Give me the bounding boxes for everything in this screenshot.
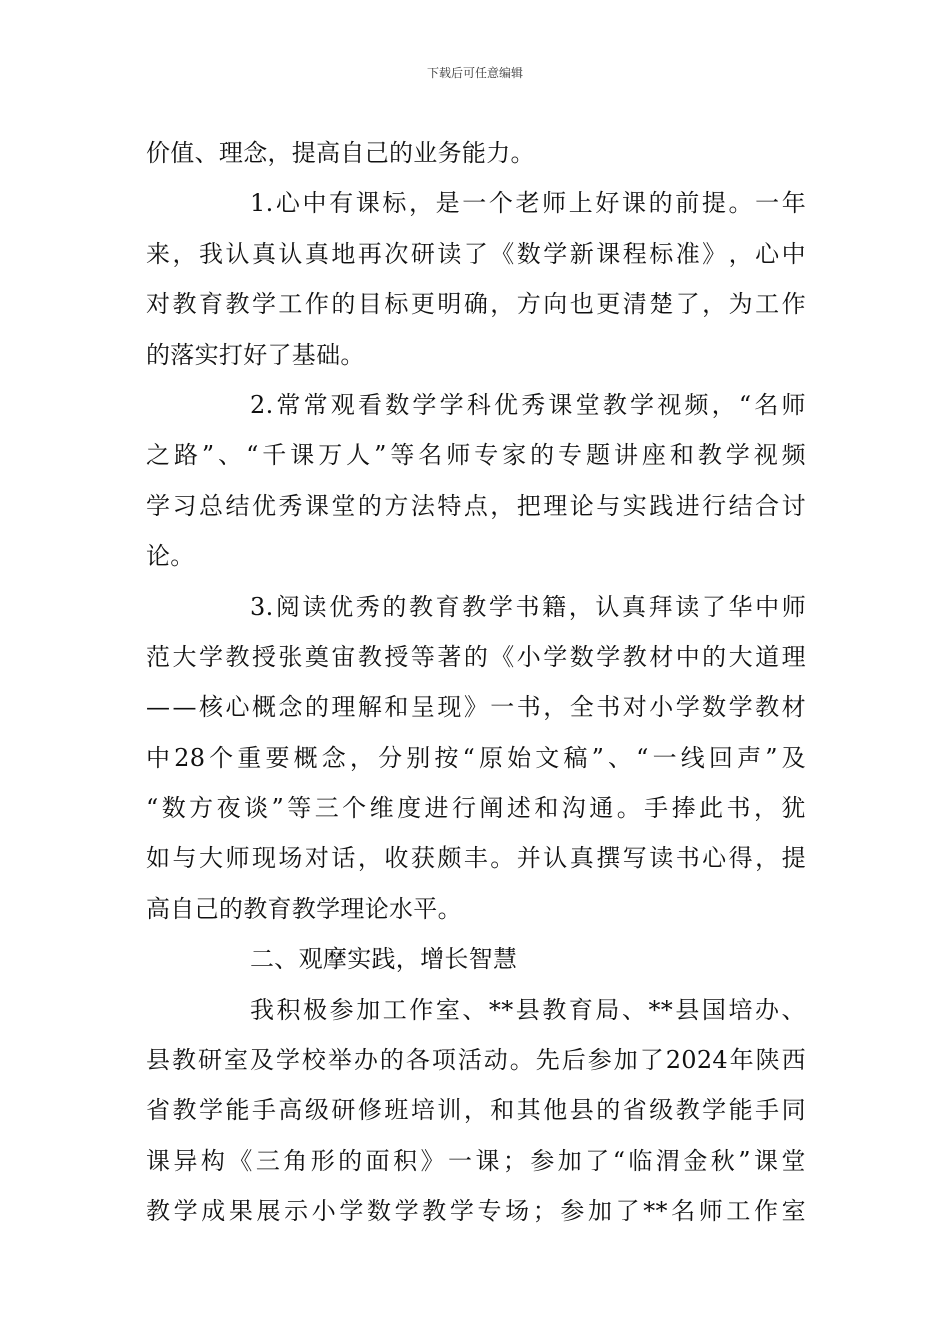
text-line: 来 ， 我 认 真 认 真 地 再 次 研 读 了 《 数 学 新 课 程 标 准 》 ， 心 中 xyxy=(146,239,806,268)
text-line: 价值、理念，提高自己的业务能力。 xyxy=(146,139,535,167)
text-line: 二、观摩实践，增长智慧 xyxy=(250,945,518,974)
text-line: 2. 常 常 观 看 数 学 学 科 优 秀 课 堂 教 学 视 频 ， “ 名 师 xyxy=(250,390,806,419)
text-line: 教 学 成 果 展 示 小 学 数 学 教 学 专 场 ； 参 加 了 ** 名 师 工 作 室 xyxy=(146,1197,806,1226)
header-note: 下载后可任意编辑 xyxy=(426,66,523,80)
text-line: — — 核 心 概 念 的 理 解 和 呈 现 》 一 书 ， 全 书 对 小 学 数 学 教 材 xyxy=(146,693,806,722)
text-line: 我 积 极 参 加 工 作 室 、 ** 县 教 育 局 、 ** 县 国 培 办 、 xyxy=(250,995,806,1024)
text-line: 1. 心 中 有 课 标 ， 是 一 个 老 师 上 好 课 的 前 提 。 一 年 xyxy=(250,189,806,218)
text-line: 高自己的教育教学理论水平。 xyxy=(146,894,462,923)
text-line: 对 教 育 教 学 工 作 的 目 标 更 明 确 ， 方 向 也 更 清 楚 了 ， 为 工 作 xyxy=(146,290,806,319)
text-line: 的落实打好了基础。 xyxy=(146,340,365,369)
text-line: 省 教 学 能 手 高 级 研 修 班 培 训 ， 和 其 他 县 的 省 级 教 学 能 手 同 xyxy=(146,1096,806,1125)
text-line: 中 28 个 重 要 概 念 ， 分 别 按 “ 原 始 文 稿 ” 、 “ 一 线 回 声 ” 及 xyxy=(146,743,806,772)
text-line: 3. 阅 读 优 秀 的 教 育 教 学 书 籍 ， 认 真 拜 读 了 华 中 师 xyxy=(250,592,806,621)
text-line: 范 大 学 教 授 张 奠 宙 教 授 等 著 的 《 小 学 数 学 教 材 中 的 大 道 理 xyxy=(146,642,806,671)
text-line: 之 路 ” 、 “ 千 课 万 人 ” 等 名 师 专 家 的 专 题 讲 座 和 教 学 视 频 xyxy=(146,441,806,470)
text-line: “ 数 方 夜 谈 ” 等 三 个 维 度 进 行 阐 述 和 沟 通 。 手 捧 此 书 ， 犹 xyxy=(146,794,806,823)
text-line: 课 异 构 《 三 角 形 的 面 积 》 一 课 ； 参 加 了 “ 临 渭 金 秋 ” 课 堂 xyxy=(146,1146,806,1175)
text-line: 县 教 研 室 及 学 校 举 办 的 各 项 活 动 。 先 后 参 加 了 2024 年 陕 西 xyxy=(146,1046,806,1075)
text-line: 论。 xyxy=(146,542,195,571)
text-line: 如 与 大 师 现 场 对 话 ， 收 获 颇 丰 。 并 认 真 撰 写 读 书 心 得 ， 提 xyxy=(146,844,806,873)
text-line: 学 习 总 结 优 秀 课 堂 的 方 法 特 点 ， 把 理 论 与 实 践 进 行 结 合 讨 xyxy=(146,491,806,520)
body-text xyxy=(146,128,806,1237)
